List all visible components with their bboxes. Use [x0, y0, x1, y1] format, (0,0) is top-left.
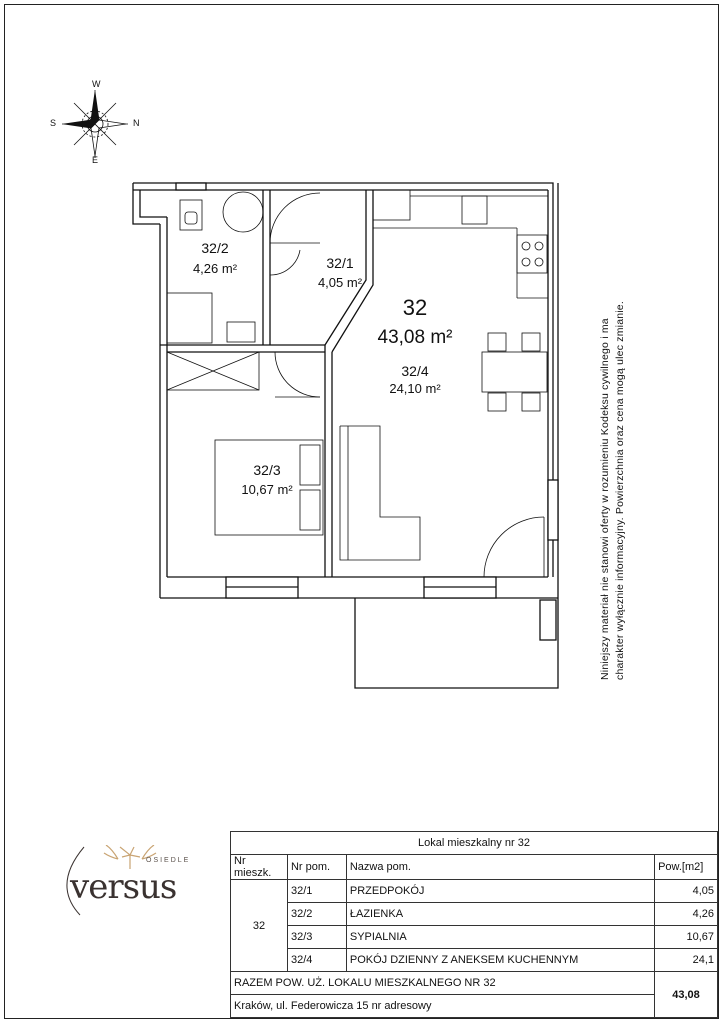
table-title-row: [231, 832, 718, 855]
room-nr-cell: 32/2: [287, 903, 346, 926]
total-label: RAZEM POW. UŻ. LOKALU MIESZKALNEGO NR 32: [231, 972, 655, 995]
table-header-row: [231, 855, 718, 880]
summary-table: [230, 831, 718, 1018]
room-nr-cell: 32/1: [287, 880, 346, 903]
room-32-2-label: [175, 240, 255, 276]
room-name-cell: PRZEDPOKÓJ: [346, 880, 654, 903]
compass-south-label: E: [92, 155, 99, 165]
table-row: [231, 949, 718, 972]
header-nr-mieszk: Nr mieszk.: [231, 855, 288, 880]
room-area-cell: 4,05: [655, 880, 718, 903]
room-32-3-label: [222, 462, 312, 497]
compass-west-label: S: [50, 118, 57, 128]
room-area-cell: 4,26: [655, 903, 718, 926]
room-32-1-label: [295, 255, 385, 290]
compass-icon: [62, 90, 128, 158]
room-32-4-label: [365, 363, 465, 396]
disclaimer-text: Niniejszy materiał nie stanowi oferty w rozumieniu Kodeksu cywilnego i ma charakter wyłącznie informacyjny. Powierzchnia oraz cena mogą ulec zmianie.: [599, 301, 626, 680]
room-nr-cell: 32/4: [287, 949, 346, 972]
table-row: [231, 926, 718, 949]
room-area-cell: 24,1: [655, 949, 718, 972]
apartment-area: 43,08 m²: [377, 327, 453, 348]
room-area: 4,26 m²: [192, 261, 238, 276]
header-nazwa: Nazwa pom.: [346, 855, 654, 880]
table-address-row: [231, 995, 718, 1018]
room-id: 32/3: [253, 462, 281, 478]
compass-north-label: W: [92, 79, 101, 89]
room-name-cell: SYPIALNIA: [346, 926, 654, 949]
total-value: 43,08: [655, 972, 718, 1018]
apartment-label: [360, 295, 470, 349]
room-name-cell: POKÓJ DZIENNY Z ANEKSEM KUCHENNYM: [346, 949, 654, 972]
logo-wordmark: versus: [70, 867, 177, 907]
table-row: [231, 880, 718, 903]
room-id: 32/1: [326, 255, 354, 271]
unit-number-cell: 32: [231, 880, 288, 972]
room-area: 4,05 m²: [317, 275, 363, 290]
room-id: 32/2: [201, 240, 229, 256]
header-nr-pom: Nr pom.: [287, 855, 346, 880]
apartment-number: 32: [402, 295, 428, 320]
header-pow: Pow.[m2]: [655, 855, 718, 880]
address-cell: Kraków, ul. Federowicza 15 nr adresowy: [231, 995, 655, 1018]
room-area-cell: 10,67: [655, 926, 718, 949]
room-id: 32/4: [401, 363, 429, 379]
room-nr-cell: 32/3: [287, 926, 346, 949]
table-row: [231, 903, 718, 926]
compass-east-label: N: [133, 118, 140, 128]
room-area: 10,67 m²: [241, 482, 293, 497]
logo-small-text: OSIEDLE: [146, 857, 191, 864]
table-total-row: [231, 972, 718, 995]
table-title: Lokal mieszkalny nr 32: [231, 832, 718, 855]
room-name-cell: ŁAZIENKA: [346, 903, 654, 926]
room-area: 24,10 m²: [389, 381, 441, 396]
